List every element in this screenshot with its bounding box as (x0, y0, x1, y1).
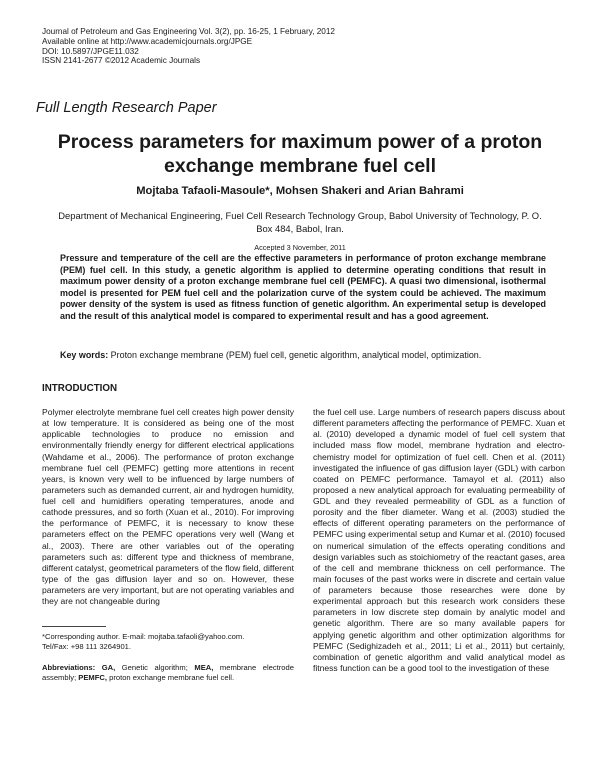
footnote (42, 632, 294, 651)
keywords-text: Proton exchange membrane (PEM) fuel cell, genetic algorithm, analytical model, optimization. (108, 350, 482, 360)
keywords (60, 350, 546, 360)
journal-citation: Journal of Petroleum and Gas Engineering Vol. 3(2), pp. 16-25, 1 February, 2012 (42, 27, 335, 36)
abbr-mea-value: membrane electrode assembly; (42, 663, 294, 682)
tel-fax: Tel/Fax: +98 111 3264901. (42, 641, 132, 651)
abbreviations (42, 663, 294, 682)
accepted-date: Accepted 3 November, 2011 (254, 243, 346, 252)
abbreviations-label: Abbreviations: (42, 663, 96, 672)
abstract: Pressure and temperature of the cell are the effective parameters in performance of proton exchange membrane (PEM) fuel cell. In this study, a genetic algorithm is applied to determine operating conditions that result in maximum power density of a proton exchange membrane fuel cell (PEMFC). A quasi two dimensional, isothermal model is presented for PEM fuel cell and the polarization curve of the system could be achieved. The maximum power density of the system is used as fitness function of genetic algorithm. An experimental setup is developed and the result of this analytical model is compared to experimental result and has a good agreement. (60, 253, 546, 321)
doi: DOI: 10.5897/JPGE11.032 (42, 46, 139, 56)
abbr-ga-value: Genetic algorithm; (115, 663, 195, 672)
abbr-ga-key: GA, (101, 663, 116, 672)
abbr-mea-key: MEA, (194, 663, 214, 672)
body-column-right: the fuel cell use. Large numbers of research papers discuss about different parameters affecting the performance of PEMFC. Xuan et al. (2010) developed a dynamic model of fuel cell system that included mass flow model, membrane hydration and electro-chemistry model for optimization of fuel cell. Chen et al. (2011) investigated the influence of gas diffusion layer (GDL) with carbon coated on PEMFC performance. Tamayol et al. (2011) also proposed a new analytical approach for evaluating permeability of GDL and they revealed permeability of GDL as a function of porosity and the fiber diameter. Wang et al. (2003) studied the effects of different operating parameters on the performance of PEMFC using experimental setup and Kumar et al. (2010) focused on numerical simulation of the effects operating conditions and design variables such as stoichiometry of the reactant gases, area of the cell and membrane thickness on cell performance. The main focuses of the past works were in discrete and certain value of parameters because those researches were done by experimental approach but this research work considers these parameters in low discrete step domain by analytic model and genetic algorithm. There are so many available papers for applying genetic algorithm and other optimization algorithms for PEMFC (Sedighizadeh et al., 2011; Li et al., 2011) but certainly, combination of genetic algorithm and valid analytical model as fitness function can be a good tool to the investigation of these (313, 407, 565, 673)
body-column-left: Polymer electrolyte membrane fuel cell creates high power density at low temperature. It is considered as being one of the most applicable technologies to produce no emission and environmentally friendly energy for different electrical applications (Wahdame et al., 2006). The performance of proton exchange membrane fuel cell (PEMFC) getting more attentions in recent years, is known very well to be influenced by large numbers of parameters such as demanded current, air and hydrogen humidity, fuel cell and humidifiers operating temperatures, anode and cathode pressures, and so forth (Xuan et al., 2010). For improving the performance of PEMFC, it is necessary to know these parameters effect on the PEMFC operations very well (Wang et al., 2003). There are other variables out of the operating parameters such as: different type and thickness of membrane, different catalyst, geometrical parameters of the flow field, different type of the gas diffusion layer and so on. However, these parameters are very important, but are not operating variables and they are not changeable during (42, 407, 294, 607)
footnote-divider (42, 626, 106, 627)
authors: Mojtaba Tafaoli-Masoule*, Mohsen Shakeri and Arian Bahrami (136, 185, 464, 197)
section-heading-introduction: INTRODUCTION (42, 383, 118, 394)
abbr-pemfc-key: PEMFC, (78, 672, 107, 682)
journal-url[interactable]: Available online at http://www.academicjournals.org/JPGE (42, 36, 253, 46)
issn: ISSN 2141-2677 ©2012 Academic Journals (42, 56, 201, 66)
affiliation: Department of Mechanical Engineering, Fuel Cell Research Technology Group, Babol University of Technology, P. O. Box 484, Babol, Iran. (58, 210, 542, 234)
corresponding-author: *Corresponding author. E-mail: mojtaba.tafaoli@yahoo.com. (42, 632, 245, 641)
abbr-pemfc-value: proton exchange membrane fuel cell. (107, 672, 235, 682)
journal-header (42, 27, 335, 66)
keywords-label: Key words: (60, 350, 109, 360)
paper-title: Process parameters for maximum power of a proton exchange membrane fuel cell (57, 131, 543, 177)
paper-type: Full Length Research Paper (36, 100, 217, 116)
